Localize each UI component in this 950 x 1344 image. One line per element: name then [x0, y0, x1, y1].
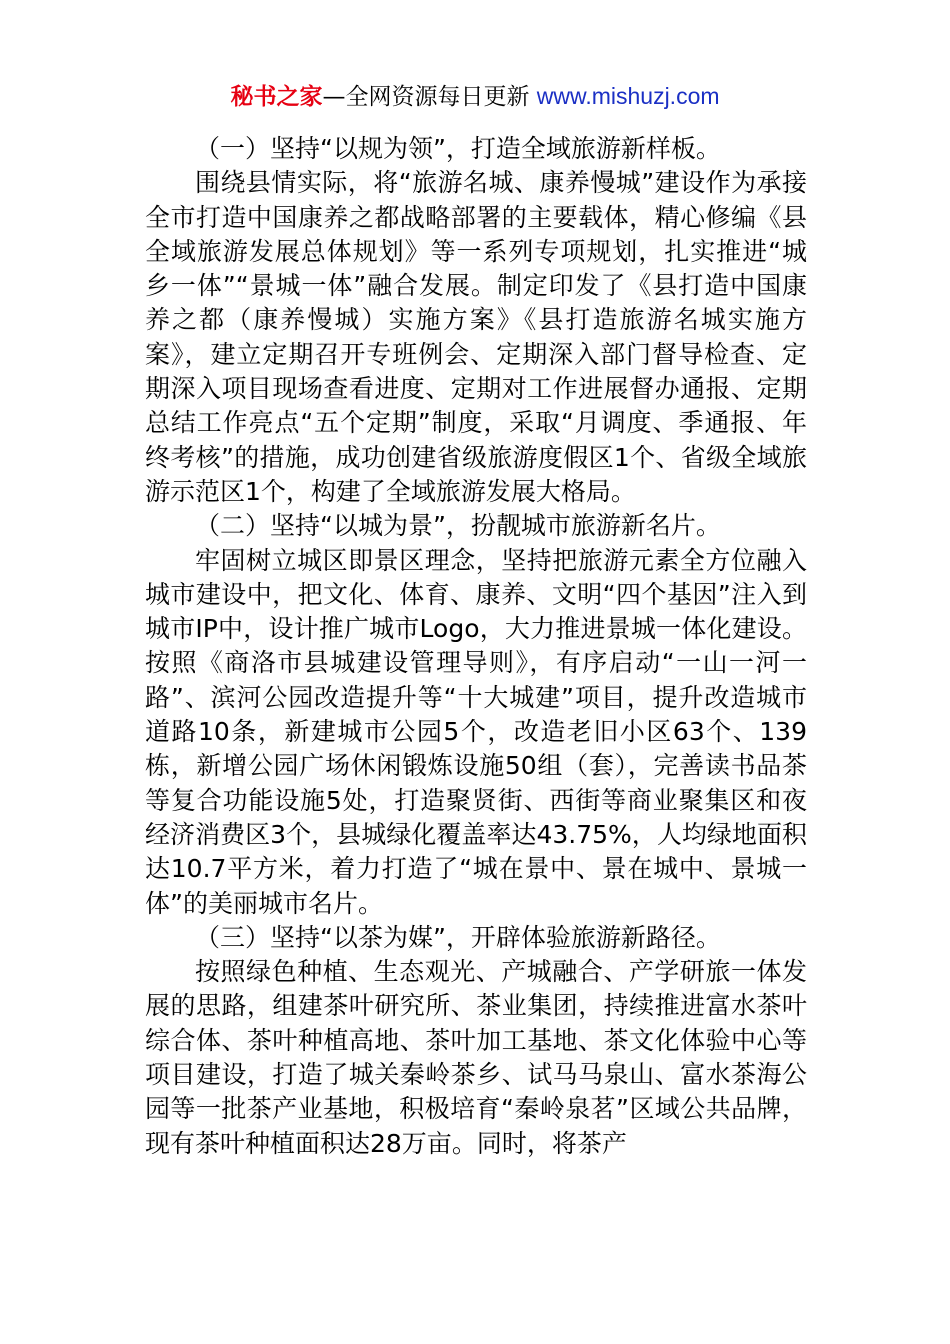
- section-heading-2: （二）坚持“以城为景”，扮靓城市旅游新名片。: [195, 511, 721, 541]
- document-body: [145, 132, 807, 1161]
- section-heading-3: （三）坚持“以茶为媒”，开辟体验旅游新路径。: [195, 922, 721, 952]
- brand-name: 秘书之家: [230, 84, 323, 110]
- section-heading-1: （一）坚持“以规为领”，打造全域旅游新样板。: [195, 134, 721, 163]
- site-url-link[interactable]: www.mishuzj.com: [536, 83, 720, 109]
- header-tagline: —全网资源每日更新: [322, 84, 537, 110]
- site-header: [0, 80, 950, 113]
- body-paragraph-1: 围绕县情实际，将“旅游名城、康养慢城”建设作为承接全市打造中国康养之都战略部署的主要载体，精心修编《县全域旅游发展总体规划》等一系列专项规划，扎实推进“城乡一体”“景城一体”融合发展。制定印发了《县打造中国康养之都（康养慢城）实施方案》《县打造旅游名城实施方案》，建立定期召开专班例会、定期深入部门督导检查、定期深入项目现场查看进度、定期对工作进展督办通报、定期总结工作亮点“五个定期”制度，采取“月调度、季通报、年终考核”的措施，成功创建省级旅游度假区1个、省级全域旅游示范区1个，构建了全域旅游发展大格局。: [145, 168, 807, 506]
- body-paragraph-3: 按照绿色种植、生态观光、产城融合、产学研旅一体发展的思路，组建茶叶研究所、茶业集团，持续推进富水茶叶综合体、茶叶种植高地、茶叶加工基地、茶文化体验中心等项目建设，打造了城关秦岭茶乡、试马马泉山、富水茶海公园等一批茶产业基地，积极培育“秦岭泉茗”区域公共品牌，现有茶叶种植面积达28万亩。同时，将茶产: [145, 957, 807, 1158]
- body-paragraph-2: 牢固树立城区即景区理念，坚持把旅游元素全方位融入城市建设中，把文化、体育、康养、文明“四个基因”注入到城市IP中，设计推广城市Logo，大力推进景城一体化建设。按照《商洛市县城建设管理导则》，有序启动“一山一河一路”、滨河公园改造提升等“十大城建”项目，提升改造城市道路10条，新建城市公园5个，改造老旧小区63个、139栋，新增公园广场休闲锻炼设施50组（套），完善读书品茶等复合功能设施5处，打造聚贤街、西街等商业聚集区和夜经济消费区3个，县城绿化覆盖率达43.75%，人均绿地面积达10.7平方米，着力打造了“城在景中、景在城中、景城一体”的美丽城市名片。: [145, 545, 807, 918]
